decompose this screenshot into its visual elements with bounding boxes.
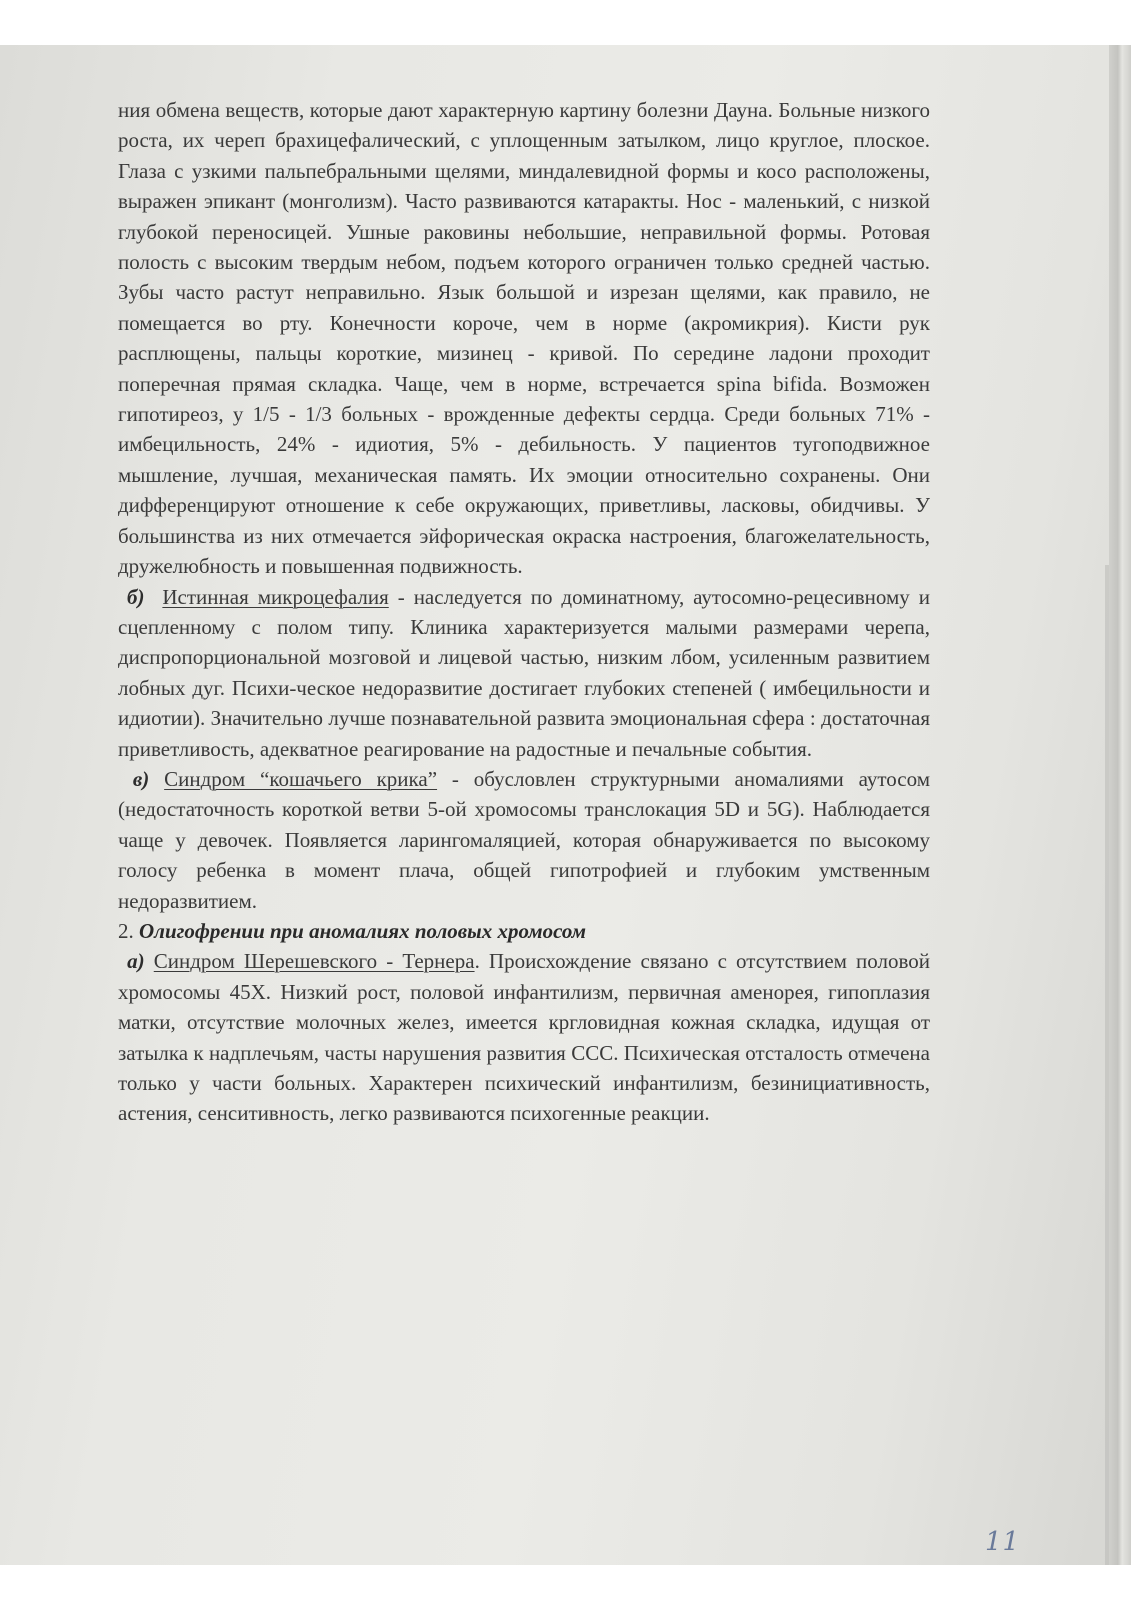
- list-marker: а): [127, 949, 145, 974]
- paragraph-cri-du-chat: [118, 764, 930, 916]
- paragraph-text: - наследуется по доминатному, аутосомно-рецесивному и сцепленному с полом типу. Клиника характеризуется малыми размерами черепа, диспропорциональной мозговой и лицевой частью, низким лбом, усиленным развитием лобных дуг. Психи-ческое недоразвитие достигает глубоких степеней ( имбецильности и идиотии). Значительно лучше познавательной развита эмоциональная сфера : достаточная приветливость, адекватное реагирование на радостные и печальные события.: [118, 584, 930, 761]
- stacked-page-edge: [1109, 45, 1131, 1565]
- term-turner-syndrome: Синдром Шерешевского - Тернера: [153, 949, 475, 974]
- document-body: [118, 95, 930, 1129]
- heading-number: 2.: [118, 918, 134, 943]
- paragraph-microcephaly: [118, 582, 930, 764]
- list-marker: в): [132, 766, 150, 791]
- term-microcephaly: Истинная микроцефалия: [162, 584, 389, 609]
- page-number: 11: [985, 1527, 1021, 1557]
- paragraph-down-syndrome: ния обмена веществ, которые дают характерную картину болезни Дауна. Больные низкого роста, их череп брахицефалический, с уплощенным затылком, лицо круглое, плоское. Глаза с узкими пальпебральными щелями, миндалевидной формы и косо расположены, выражен эпикант (монголизм). Часто развиваются катаракты. Нос - маленький, с низкой глубокой переносицей. Ушные раковины небольшие, неправильной формы. Ротовая полость с высоким твердым небом, подъем которого ограничен только средней частью. Зубы часто растут неправильно. Язык большой и изрезан щелями, как правило, не помещается во рту. Конечности короче, чем в норме (акромикрия). Кисти рук расплющены, пальцы короткие, мизинец - кривой. По середине ладони проходит поперечная прямая складка. Чаще, чем в норме, встречается spina bifida. Возможен гипотиреоз, у 1/5 - 1/3 больных - врожденные дефекты сердца. Среди больных 71% - имбецильность, 24% - идиотия, 5% - дебильность. У пациентов тугоподвижное мышление, лучшая, механическая память. Их эмоции относительно сохранены. Они дифференцируют отношение к себе окружающих, приветливы, ласковы, обидчивы. У большинства из них отмечается эйфорическая окраска настроения, благожелательность, дружелюбность и повышенная подвижность.: [118, 98, 930, 579]
- document-photo: [0, 45, 1131, 1565]
- paragraph-text: . Происхождение связано с отсутствием половой хромосомы 45Х. Низкий рост, половой инфантилизм, первичная аменорея, гипоплазия матки, отсутствие молочных желез, имеется кргловидная кожная складка, идущая от затылка к надплечьям, часты нарушения развития ССС. Психическая отсталость отмечена только у части больных. Характерен психический инфантилизм, безинициативность, астения, сенситивность, легко развиваются психогенные реакции.: [118, 949, 931, 1126]
- heading-text: Олигофрении при аномалиях половых хромосом: [139, 918, 586, 943]
- list-marker: б): [126, 584, 145, 609]
- paragraph-text: - обусловлен структурными аномалиями аутосом (недостаточность короткой ветви 5-ой хромосомы транслокация 5D и 5G). Наблюдается чаще у девочек. Появляется ларингомаляцией, которая обнаруживается по высокому голосу ребенка в момент плача, общей гипотрофией и глубоким умственным недоразвитием.: [118, 766, 931, 913]
- term-cri-du-chat: Синдром “кошачьего крика”: [164, 766, 438, 791]
- paragraph-turner-syndrome: [118, 946, 930, 1128]
- page-edge-shadow: [1105, 565, 1109, 1565]
- section-heading: [118, 916, 930, 946]
